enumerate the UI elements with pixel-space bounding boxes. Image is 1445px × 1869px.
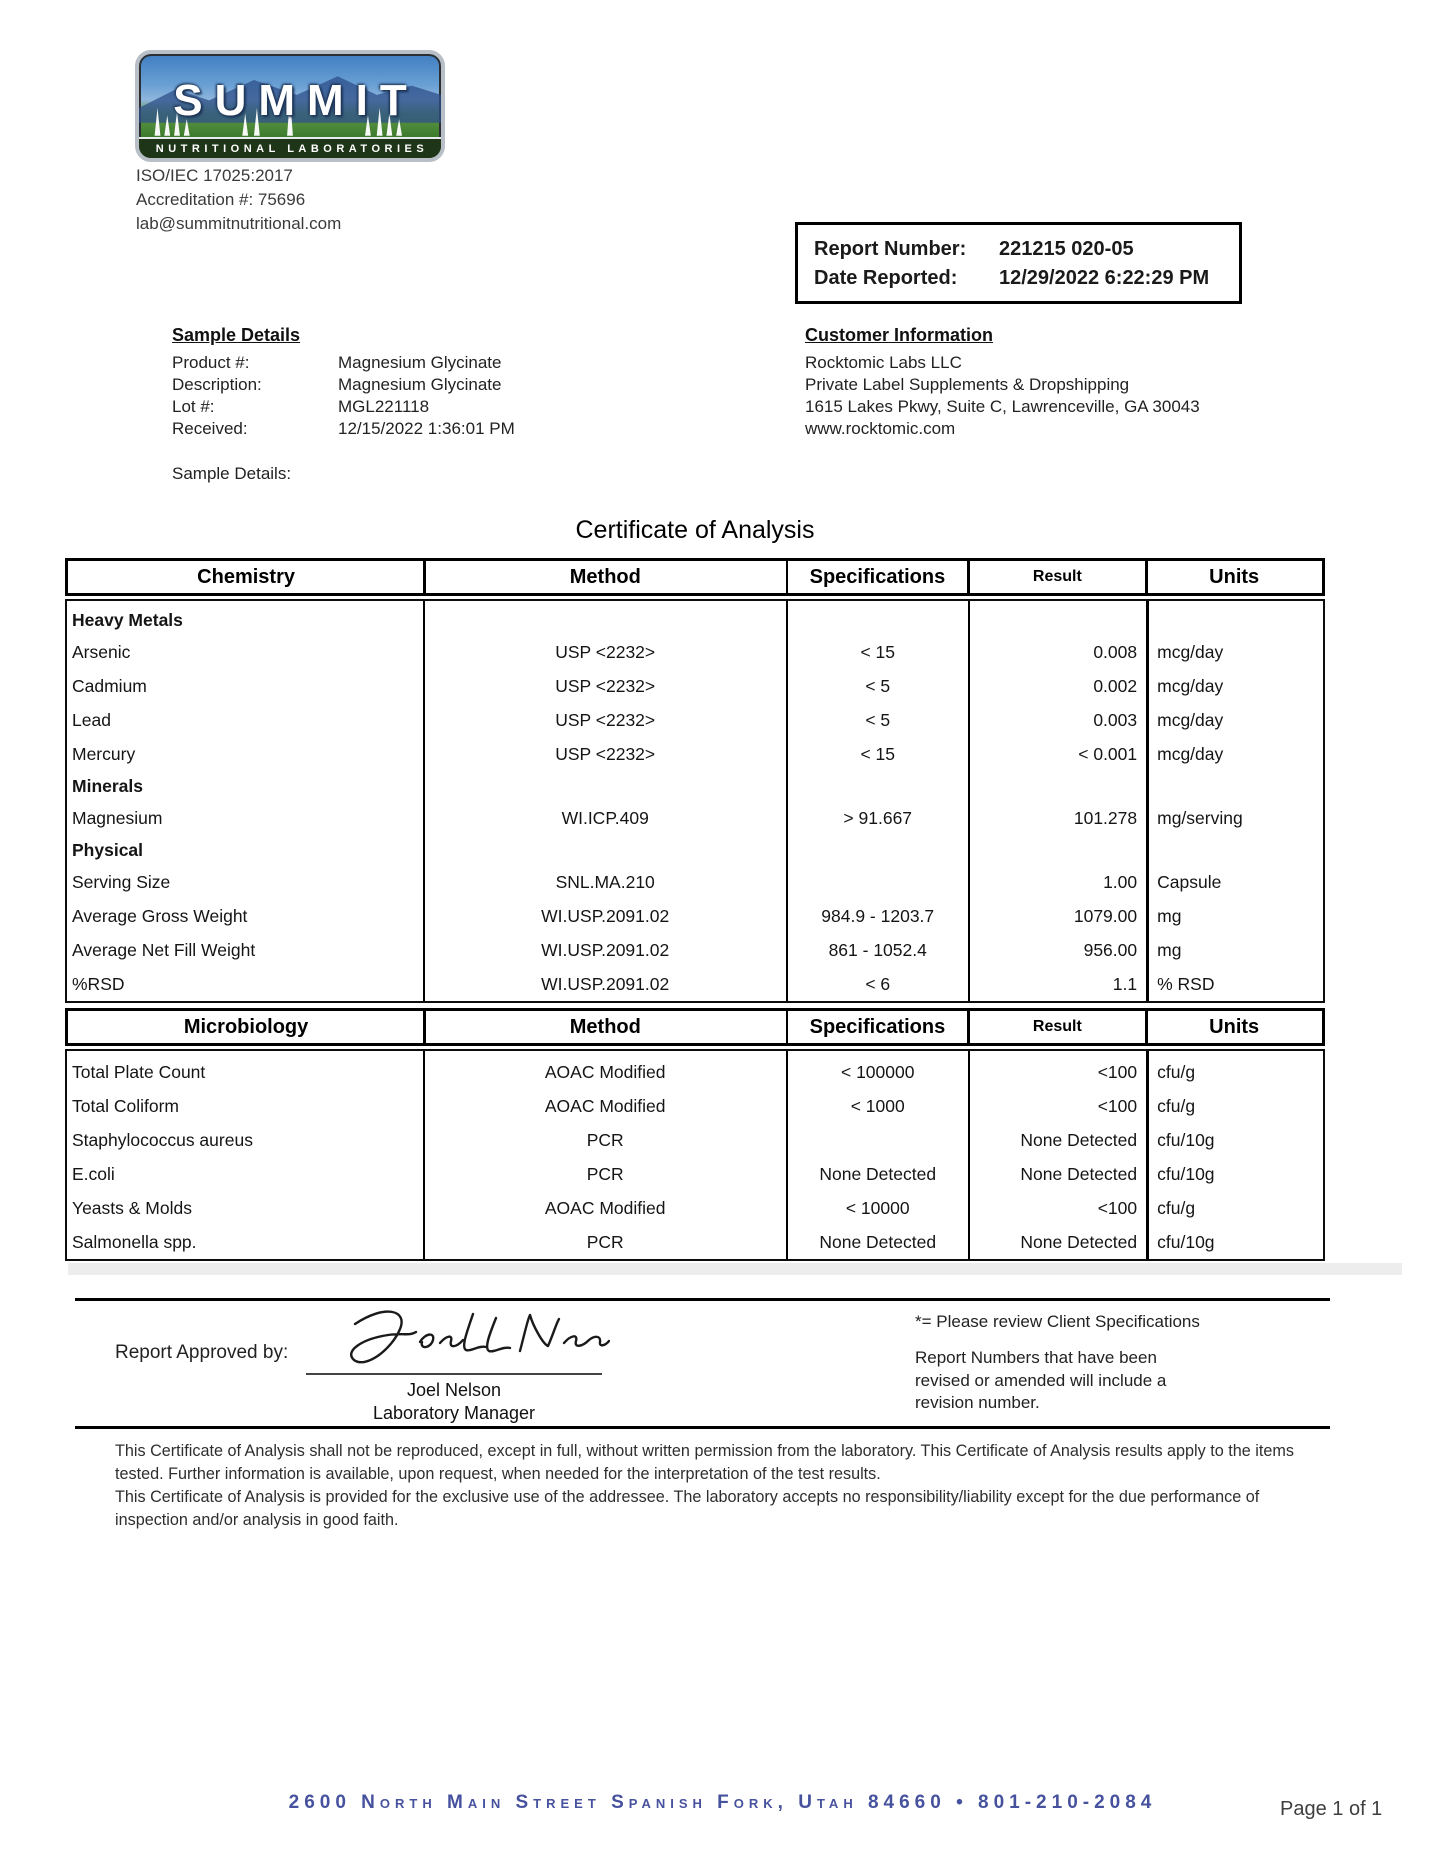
table-row xyxy=(67,1191,1323,1225)
sample-field-row xyxy=(172,374,515,396)
method-cell: WI.USP.2091.02 xyxy=(541,973,670,994)
result-cell: < 0.001 xyxy=(1078,743,1138,764)
page-number: Page 1 of 1 xyxy=(1280,1798,1383,1820)
sample-field-row xyxy=(172,352,515,374)
specification-cell: < 6 xyxy=(865,973,891,994)
units-cell: cfu/10g xyxy=(1157,1163,1215,1184)
table-row xyxy=(67,967,1323,1001)
result-cell: <100 xyxy=(1097,1061,1138,1082)
analyte-cell: Average Gross Weight xyxy=(72,905,248,926)
specification-cell: None Detected xyxy=(819,1231,937,1252)
sample-field-row xyxy=(172,396,515,418)
specification-cell: < 100000 xyxy=(840,1061,915,1082)
sample-details-section xyxy=(172,325,515,484)
lab-email: lab@summitnutritional.com xyxy=(136,214,342,233)
microbiology-table-body xyxy=(65,1049,1325,1261)
report-number-value: 221215 020-05 xyxy=(999,238,1134,260)
specification-cell: > 91.667 xyxy=(843,807,913,828)
divider-line xyxy=(75,1426,1330,1429)
result-cell: None Detected xyxy=(1020,1129,1138,1150)
customer-information-section xyxy=(805,325,1200,440)
method-cell: USP <2232> xyxy=(555,743,656,764)
units-cell: cfu/10g xyxy=(1157,1231,1215,1252)
column-header: Result xyxy=(1032,1018,1082,1035)
analyte-cell: Magnesium xyxy=(72,807,163,828)
analyte-cell: Heavy Metals xyxy=(72,609,183,630)
specification-cell: < 1000 xyxy=(850,1095,905,1116)
units-cell: mg xyxy=(1157,905,1182,926)
analyte-cell: E.coli xyxy=(72,1163,115,1184)
method-cell: AOAC Modified xyxy=(544,1197,666,1218)
analyte-cell: %RSD xyxy=(72,973,125,994)
analyte-cell: Mercury xyxy=(72,743,136,764)
method-cell: USP <2232> xyxy=(555,641,656,662)
client-spec-note: *= Please review Client Specifications xyxy=(915,1312,1200,1331)
specification-cell xyxy=(787,835,969,865)
logo-subtitle: NUTRITIONAL LABORATORIES xyxy=(139,137,441,158)
page-title: Certificate of Analysis xyxy=(575,516,815,544)
result-cell xyxy=(969,605,1147,635)
method-cell xyxy=(424,771,787,801)
table-row xyxy=(67,635,1323,669)
signature-line xyxy=(306,1373,602,1375)
lab-footer-address: 2600 North Main Street Spanish Fork, Utah 84660 • 801-210-2084 xyxy=(288,1792,1157,1813)
units-cell: mg xyxy=(1157,939,1182,960)
result-cell: <100 xyxy=(1097,1197,1138,1218)
specification-cell xyxy=(787,1123,969,1157)
column-header: Specifications xyxy=(809,1015,946,1038)
method-cell: WI.USP.2091.02 xyxy=(541,905,670,926)
analyte-cell: Cadmium xyxy=(72,675,147,696)
customer-name: Rocktomic Labs LLC xyxy=(805,353,962,372)
column-header: Method xyxy=(569,1015,641,1038)
field-label: Product #: xyxy=(172,353,250,372)
table-row xyxy=(67,801,1323,835)
units-cell: cfu/g xyxy=(1157,1197,1196,1218)
signature-image xyxy=(300,1302,610,1372)
analyte-cell: Staphylococcus aureus xyxy=(72,1129,253,1150)
result-cell: 0.003 xyxy=(1093,709,1138,730)
field-value: Magnesium Glycinate xyxy=(338,353,502,372)
column-header: Microbiology xyxy=(183,1015,309,1038)
result-cell: 1079.00 xyxy=(1073,905,1138,926)
result-cell: 956.00 xyxy=(1083,939,1138,960)
units-cell: mcg/day xyxy=(1157,709,1224,730)
analyte-cell: Arsenic xyxy=(72,641,131,662)
analyte-cell: Average Net Fill Weight xyxy=(72,939,256,960)
chemistry-table-body xyxy=(65,599,1325,1003)
table-row xyxy=(67,703,1323,737)
units-cell: mg/serving xyxy=(1157,807,1243,828)
analyte-cell: Physical xyxy=(72,839,144,860)
column-header: Units xyxy=(1209,1015,1260,1038)
units-cell: mcg/day xyxy=(1157,641,1224,662)
method-cell: USP <2232> xyxy=(555,675,656,696)
field-value: MGL221118 xyxy=(338,397,430,416)
method-cell: PCR xyxy=(586,1129,624,1150)
result-cell xyxy=(969,835,1147,865)
specification-cell: 861 - 1052.4 xyxy=(828,939,927,960)
result-cell xyxy=(969,771,1147,801)
disclaimer-paragraph: This Certificate of Analysis is provided for the exclusive use of the addressee. The laboratory accepts no responsibility/liability except for the due performance of inspection and/or analysis in good faith. xyxy=(115,1488,1260,1529)
table-row xyxy=(67,669,1323,703)
approver-name: Joel Nelson xyxy=(406,1380,502,1400)
method-cell: WI.USP.2091.02 xyxy=(541,939,670,960)
customer-tagline: Private Label Supplements & Dropshipping xyxy=(805,375,1130,394)
units-cell xyxy=(1147,605,1323,635)
report-info-box xyxy=(795,222,1242,304)
method-cell xyxy=(424,835,787,865)
specification-cell: < 5 xyxy=(865,709,891,730)
approver-title: Laboratory Manager xyxy=(372,1403,536,1423)
analyte-cell: Lead xyxy=(72,709,111,730)
specification-cell: None Detected xyxy=(819,1163,937,1184)
analyte-cell: Yeasts & Molds xyxy=(72,1197,192,1218)
result-cell: None Detected xyxy=(1020,1231,1138,1252)
report-approved-label: Report Approved by: xyxy=(115,1342,289,1363)
method-cell: USP <2232> xyxy=(555,709,656,730)
analyte-cell: Total Plate Count xyxy=(72,1061,206,1082)
result-cell: 0.008 xyxy=(1093,641,1138,662)
date-reported-value: 12/29/2022 6:22:29 PM xyxy=(999,267,1210,289)
method-cell: PCR xyxy=(586,1231,624,1252)
table-row xyxy=(67,933,1323,967)
specification-cell: 984.9 - 1203.7 xyxy=(821,905,935,926)
units-cell: cfu/10g xyxy=(1157,1129,1215,1150)
result-cell: None Detected xyxy=(1020,1163,1138,1184)
units-cell: Capsule xyxy=(1157,871,1222,892)
specification-cell xyxy=(787,865,969,899)
table-row xyxy=(67,1055,1323,1089)
accreditation-block xyxy=(136,164,341,236)
analyte-cell: Total Coliform xyxy=(72,1095,179,1116)
chemistry-table-header xyxy=(65,558,1325,596)
sample-details-extra-label: Sample Details: xyxy=(172,464,292,483)
accreditation-number: Accreditation #: 75696 xyxy=(136,190,306,209)
specification-cell xyxy=(787,605,969,635)
iso-line: ISO/IEC 17025:2017 xyxy=(136,166,293,185)
specification-cell: < 5 xyxy=(865,675,891,696)
field-value: Magnesium Glycinate xyxy=(338,375,502,394)
units-cell: cfu/g xyxy=(1157,1061,1196,1082)
units-cell xyxy=(1147,771,1323,801)
result-cell: 1.1 xyxy=(1112,973,1138,994)
disclaimer-paragraph: This Certificate of Analysis shall not be reproduced, except in full, without written permission from the laboratory. This Certificate of Analysis results apply to the items tested. Further information is available, upon request, when needed for the interpretation of the test results. xyxy=(115,1442,1294,1483)
method-cell: PCR xyxy=(586,1163,624,1184)
column-header: Method xyxy=(569,565,641,588)
report-number-label: Report Number: xyxy=(814,238,967,260)
column-header: Chemistry xyxy=(197,565,295,588)
table-row xyxy=(67,1157,1323,1191)
table-row xyxy=(67,1225,1323,1259)
customer-information-heading: Customer Information xyxy=(805,325,994,345)
analyte-cell: Serving Size xyxy=(72,871,171,892)
method-cell: SNL.MA.210 xyxy=(555,871,655,892)
table-row xyxy=(67,865,1323,899)
analyte-cell: Salmonella spp. xyxy=(72,1231,197,1252)
table-row xyxy=(67,771,1323,801)
summit-logo xyxy=(135,50,445,162)
field-label: Description: xyxy=(172,375,262,394)
analyte-cell: Minerals xyxy=(72,775,143,796)
customer-website: www.rocktomic.com xyxy=(805,419,956,438)
result-cell: 101.278 xyxy=(1073,807,1138,828)
date-reported-label: Date Reported: xyxy=(814,267,958,289)
specification-cell xyxy=(787,771,969,801)
logo-wordmark: SUMMIT xyxy=(173,76,419,125)
method-cell: AOAC Modified xyxy=(544,1061,666,1082)
sample-details-heading: Sample Details xyxy=(172,325,301,345)
specification-cell: < 15 xyxy=(860,641,895,662)
method-cell: WI.ICP.409 xyxy=(561,807,649,828)
table-row xyxy=(67,737,1323,771)
field-value: 12/15/2022 1:36:01 PM xyxy=(338,419,515,438)
divider-line xyxy=(75,1298,1330,1301)
column-header: Result xyxy=(1032,568,1082,585)
table-shadow-strip xyxy=(68,1263,1402,1275)
units-cell xyxy=(1147,835,1323,865)
field-label: Lot #: xyxy=(172,397,215,416)
method-cell xyxy=(424,605,787,635)
field-label: Received: xyxy=(172,419,248,438)
specification-cell: < 10000 xyxy=(845,1197,910,1218)
units-cell: mcg/day xyxy=(1157,675,1224,696)
units-cell: cfu/g xyxy=(1157,1095,1196,1116)
table-row xyxy=(67,1089,1323,1123)
table-row xyxy=(67,1123,1323,1157)
disclaimer-block xyxy=(115,1440,1320,1532)
specification-cell: < 15 xyxy=(860,743,895,764)
table-row xyxy=(67,899,1323,933)
units-cell: % RSD xyxy=(1157,973,1215,994)
column-header: Specifications xyxy=(809,565,946,588)
revision-note: Report Numbers that have been revised or amended will include a revision number. xyxy=(915,1348,1167,1412)
result-cell: <100 xyxy=(1097,1095,1138,1116)
table-row xyxy=(67,835,1323,865)
customer-address: 1615 Lakes Pkwy, Suite C, Lawrenceville, GA 30043 xyxy=(805,397,1200,416)
sample-field-row xyxy=(172,418,515,440)
result-cell: 1.00 xyxy=(1103,871,1138,892)
method-cell: AOAC Modified xyxy=(544,1095,666,1116)
microbiology-table-header xyxy=(65,1008,1325,1046)
table-row xyxy=(67,605,1323,635)
result-cell: 0.002 xyxy=(1093,675,1138,696)
column-header: Units xyxy=(1209,565,1260,588)
units-cell: mcg/day xyxy=(1157,743,1224,764)
